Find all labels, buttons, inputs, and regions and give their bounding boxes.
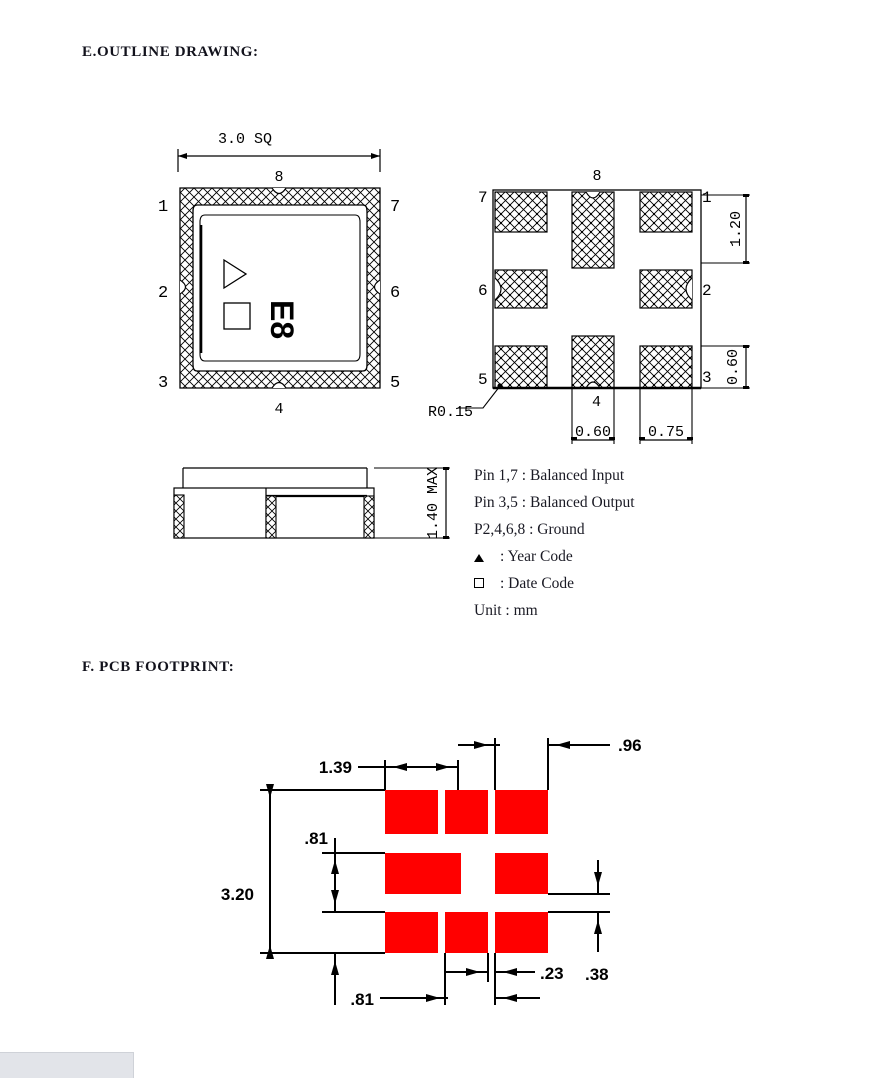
legend-item-balanced-output <box>474 489 734 516</box>
dim-3p20: 3.20 <box>220 885 254 904</box>
footprint-pad-8 <box>495 912 548 953</box>
bv-pad-2 <box>640 270 692 308</box>
bv-pad-7 <box>495 192 547 232</box>
pin-label-3: 3 <box>158 374 169 393</box>
dim-0p81-bottom: .81 <box>350 990 374 1009</box>
marking-date-code-square <box>224 303 250 329</box>
dim-r0p15: R0.15 <box>428 404 474 421</box>
pin-label-5: 5 <box>390 374 401 393</box>
legend-item-date-code <box>474 570 734 597</box>
pin-label-7: 7 <box>390 198 401 217</box>
bv-pin-label-1: 1 <box>702 189 712 207</box>
dim-1p40-max: 1.40 MAX <box>425 466 442 540</box>
dim-0p75: 0.75 <box>647 424 685 441</box>
outline-side-view <box>160 455 460 555</box>
pin-label-4-bottom: 4 <box>274 401 284 418</box>
bv-pad-1 <box>640 192 692 232</box>
dim-1p39: 1.39 <box>318 758 352 777</box>
legend-text: Pin 3,5 : Balanced Output <box>474 493 635 511</box>
section-title-outline-drawing: E.OUTLINE DRAWING: <box>82 44 259 60</box>
dim-1p20: 1.20 <box>728 210 745 248</box>
footprint-pad-2 <box>445 790 488 834</box>
footprint-pad-7 <box>445 912 488 953</box>
footprint-pad-5 <box>495 853 548 894</box>
browser-status-bar <box>0 1052 134 1078</box>
bv-pin-label-3: 3 <box>702 369 712 387</box>
legend-item-ground <box>474 516 734 543</box>
outline-bottom-view <box>420 160 780 450</box>
legend-item-unit <box>474 597 734 624</box>
bv-pin-label-8: 8 <box>592 168 602 185</box>
pin-label-8-top: 8 <box>274 169 284 186</box>
legend-text: Pin 1,7 : Balanced Input <box>474 466 625 484</box>
footprint-pad-3 <box>495 790 548 834</box>
triangle-icon <box>474 548 500 566</box>
dim-0p38: .38 <box>585 965 609 984</box>
bv-pin-label-2: 2 <box>702 282 712 300</box>
bv-pad-6 <box>495 270 547 308</box>
pcb-footprint-drawing <box>220 720 650 1020</box>
pin-label-6: 6 <box>390 284 401 303</box>
section-title-pcb-footprint: F. PCB FOOTPRINT: <box>82 659 235 675</box>
bv-pad-5 <box>495 346 547 388</box>
bv-pad-3 <box>640 346 692 388</box>
dim-0p23: .23 <box>540 964 564 983</box>
legend-text: : Date Code <box>500 574 575 592</box>
bv-pin-label-4: 4 <box>592 394 602 411</box>
marking-text-e8: E8 <box>264 300 300 340</box>
bv-pin-label-7: 7 <box>478 189 488 207</box>
footprint-pad-1 <box>385 790 438 834</box>
dim-0p81-left: .81 <box>304 829 328 848</box>
footprint-pad-6 <box>385 912 438 953</box>
legend-text: : Year Code <box>500 547 573 565</box>
pin-label-2: 2 <box>158 284 169 303</box>
outline-top-view <box>140 125 430 425</box>
legend-item-balanced-input <box>474 462 734 489</box>
dim-0p60-horiz: 0.60 <box>574 424 612 441</box>
square-icon <box>474 575 500 593</box>
legend-text: P2,4,6,8 : Ground <box>474 520 585 538</box>
footprint-pad-4 <box>385 853 461 894</box>
bv-pad-8 <box>572 192 614 268</box>
legend-item-year-code <box>474 543 734 570</box>
pin-legend <box>474 462 734 624</box>
dim-overall-3p0sq: 3.0 SQ <box>217 131 273 148</box>
bv-pad-4 <box>572 336 614 388</box>
dim-0p96: .96 <box>618 736 642 755</box>
pin-label-1: 1 <box>158 198 169 217</box>
bv-pin-label-6: 6 <box>478 282 488 300</box>
bv-pin-label-5: 5 <box>478 371 488 389</box>
legend-text: Unit : mm <box>474 601 538 619</box>
dim-0p60-vert: 0.60 <box>725 348 742 386</box>
